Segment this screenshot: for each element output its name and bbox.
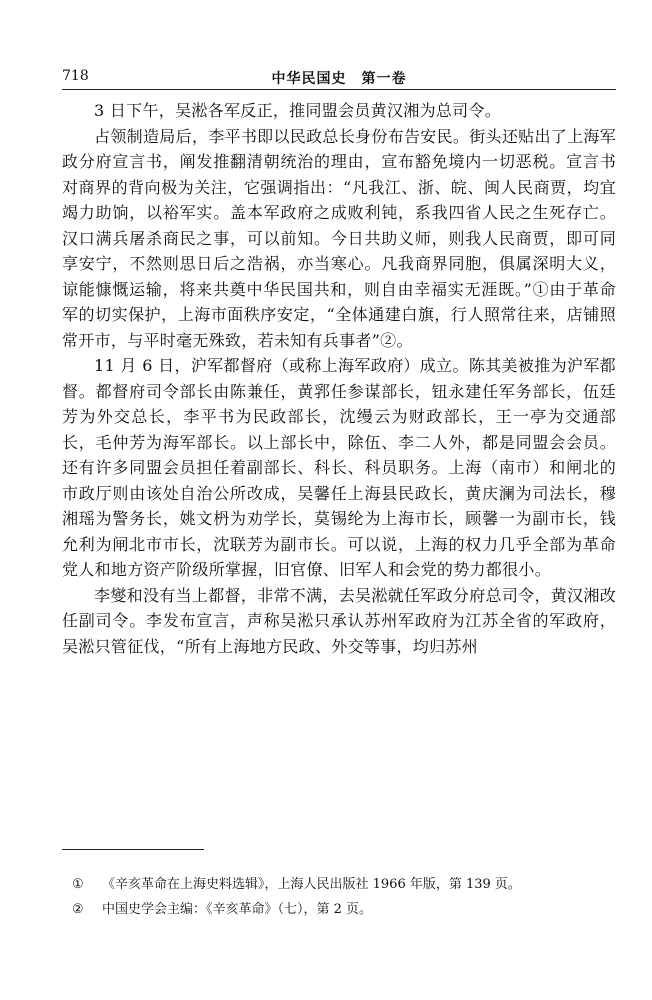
body-text (62, 98, 616, 659)
paragraph: 3 日下午，吴淞各军反正，推同盟会员黄汉湘为总司令。 (94, 101, 502, 120)
paragraph: 李燮和没有当上都督，非常不满，去吴淞就任军政分府总司令，黄汉湘改任副司令。李发布宣言，声称吴淞只承认苏州军政府为江苏全省的军政府，吴淞只管征伐，“所有上海地方民政、外交等事，均归苏州 (62, 585, 616, 656)
page-number: 718 (62, 68, 89, 84)
running-title: 中华民国史 第一卷 (271, 71, 407, 87)
footnote-text: 《辛亥革命在上海史料选辑》，上海人民出版社 1966 年版，第 139 页。 (102, 877, 521, 892)
paragraph: 11 月 6 日，沪军都督府（或称上海军政府）成立。陈其美被推为沪军都督。都督府司令部长由陈兼任，黄郛任参谋部长，钮永建任军务部长，伍廷芳为外交总长，李平书为民政部长，沈缦云为财政部长，王一亭为交通部长，毛仲芳为海军部长。以上部长中，除伍、李二人外，都是同盟会会员。还有许多同盟会员担任着副部长、科长、科员职务。上海（南市）和闸北的市政厅则由该处自治公所改成，吴馨任上海县民政长，黄庆澜为司法长，穆湘瑶为警务长，姚文枬为劝学长，莫锡纶为上海市长，顾馨一为副市长，钱允利为闸北市市长，沈联芳为副市长。可以说，上海的权力几乎全部为革命党人和地方资产阶级所掌握，旧官僚、旧军人和会党的势力都很小。 (62, 356, 616, 579)
footnotes (62, 872, 616, 922)
footnote (62, 897, 616, 922)
footnote (62, 872, 616, 897)
page-header (62, 64, 616, 88)
header-rule (62, 89, 616, 90)
footnote-rule (62, 849, 204, 850)
footnote-text: 中国史学会主编：《辛亥革命》（七），第 2 页。 (102, 902, 373, 917)
footnote-marker: ① (72, 877, 84, 892)
footnote-marker: ② (72, 902, 84, 917)
paragraph: 占领制造局后，李平书即以民政总长身份布告安民。街头还贴出了上海军政分府宣言书，阐发推翻清朝统治的理由，宣布豁免境内一切恶税。宣言书对商界的背向极为关注，它强调指出：“凡我江、浙、皖、闽人民商贾，均宜竭力助饷，以裕军实。盖本军政府之成败利钝，系我四省人民之生死存亡。汉口满兵屠杀商民之事，可以前知。今日共助义师，则我人民商贾，即可同享安宁，不然则思日后之浩祸，亦当寒心。凡我商界同胞，俱属深明大义，谅能慷慨运输，将来共奠中华民国共和，则自由幸福实无涯既。”①由于革命军的切实保护，上海市面秩序安定，“全体通建白旗，行人照常往来，店铺照常开市，与平时毫无殊致，若未知有兵事者”②。 (62, 126, 616, 350)
